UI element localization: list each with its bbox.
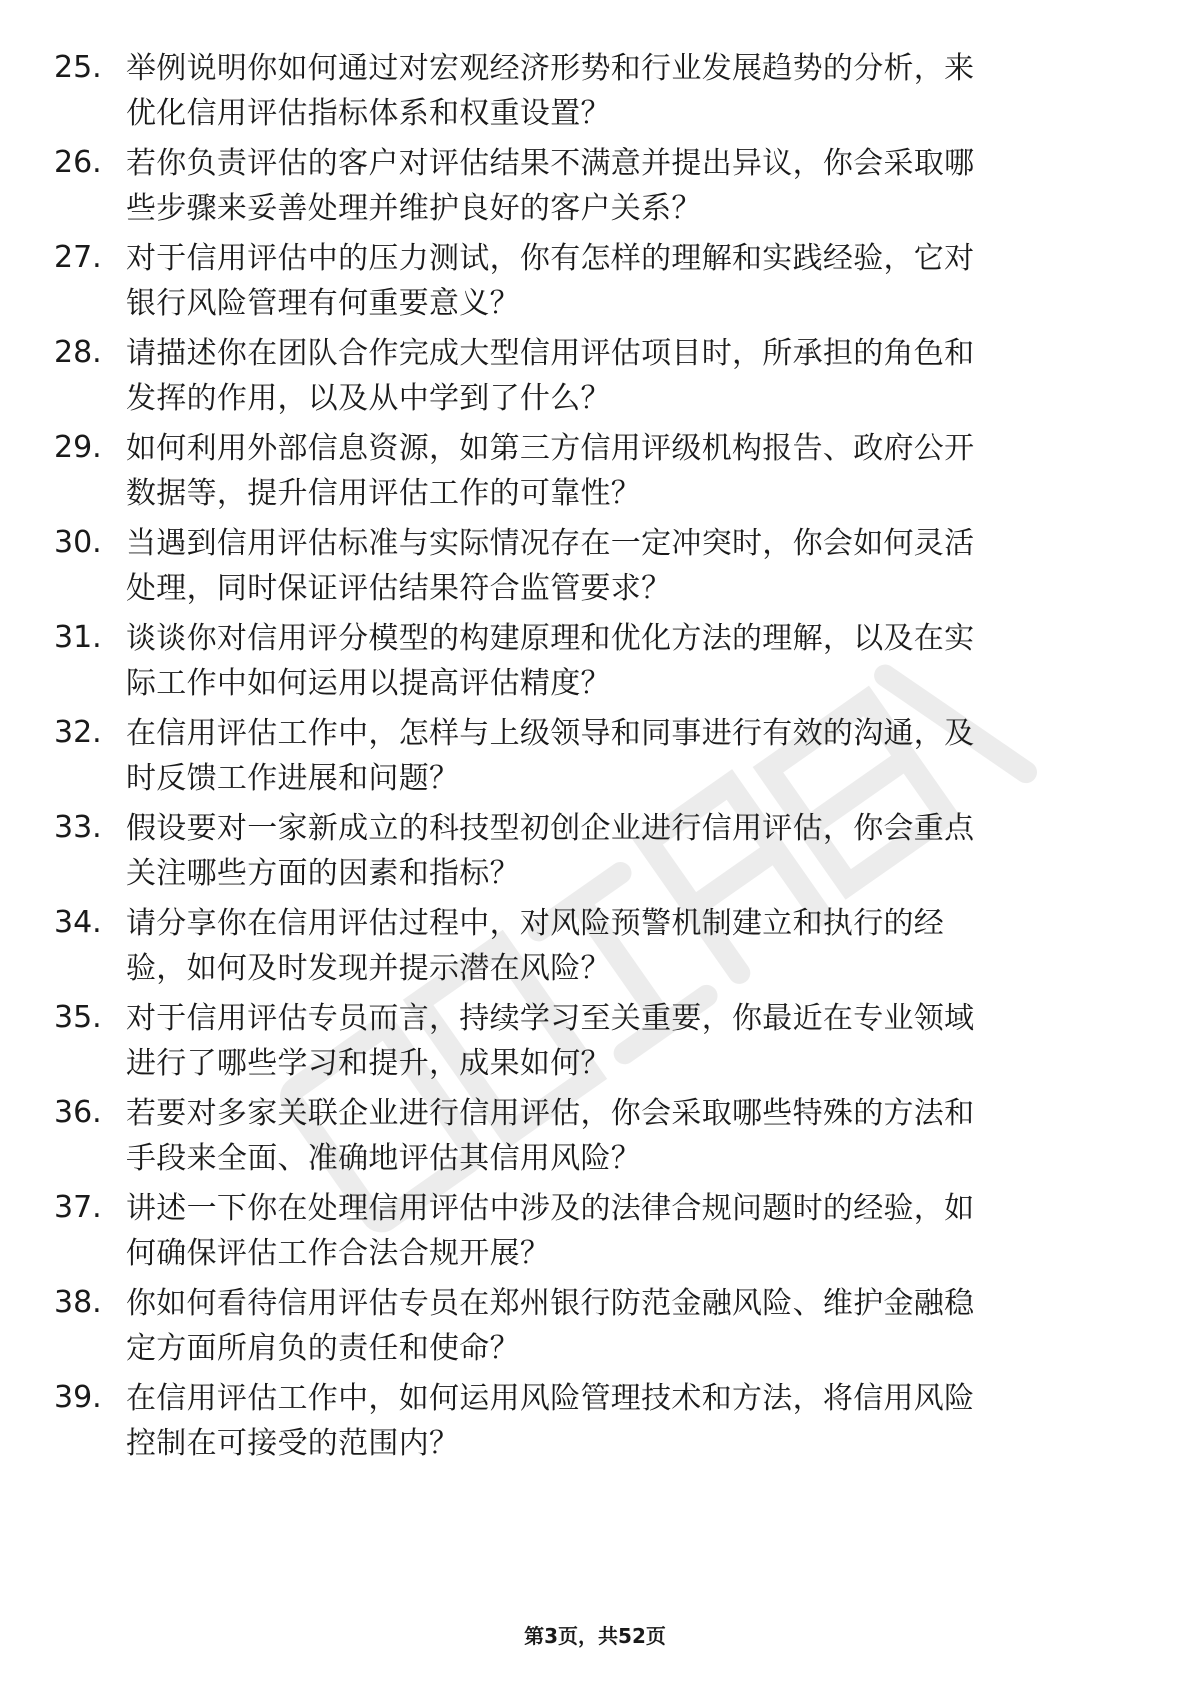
question-line: 发挥的作用，以及从中学到了什么？ xyxy=(126,381,611,416)
question-line: 请分享你在信用评估过程中，对风险预警机制建立和执行的经 xyxy=(126,906,945,941)
question-number: 35. xyxy=(54,1000,102,1035)
question-number: 30. xyxy=(54,525,102,560)
question-number: 29. xyxy=(54,430,102,465)
question-line: 时反馈工作进展和问题？ xyxy=(126,761,460,796)
question-line: 际工作中如何运用以提高评估精度？ xyxy=(126,666,611,701)
question-item xyxy=(54,1376,1124,1471)
question-text xyxy=(126,616,1124,706)
question-line: 些步骤来妥善处理并维护良好的客户关系？ xyxy=(126,191,702,226)
question-line: 谈谈你对信用评分模型的构建原理和优化方法的理解，以及在实 xyxy=(126,621,975,656)
question-line: 处理，同时保证评估结果符合监管要求？ xyxy=(126,571,672,606)
question-item xyxy=(54,1186,1124,1281)
page-number-footer: 第3页，共52页 xyxy=(524,1624,666,1648)
question-line: 如何利用外部信息资源，如第三方信用评级机构报告、政府公开 xyxy=(126,431,975,466)
question-line: 讲述一下你在处理信用评估中涉及的法律合规问题时的经验，如 xyxy=(126,1191,975,1226)
question-text xyxy=(126,236,1124,326)
question-line: 进行了哪些学习和提升，成果如何？ xyxy=(126,1046,611,1081)
question-number: 31. xyxy=(54,620,102,655)
question-item xyxy=(54,901,1124,996)
question-list xyxy=(54,46,1124,1471)
question-text xyxy=(126,901,1124,991)
question-line: 银行风险管理有何重要意义？ xyxy=(126,286,520,321)
question-number: 32. xyxy=(54,715,102,750)
question-line: 何确保评估工作合法合规开展？ xyxy=(126,1236,551,1271)
question-line: 举例说明你如何通过对宏观经济形势和行业发展趋势的分析，来 xyxy=(126,51,975,86)
question-number: 25. xyxy=(54,50,102,85)
question-item xyxy=(54,616,1124,711)
question-text xyxy=(126,141,1124,231)
question-number: 37. xyxy=(54,1190,102,1225)
question-item xyxy=(54,331,1124,426)
question-text xyxy=(126,521,1124,611)
question-line: 对于信用评估中的压力测试，你有怎样的理解和实践经验，它对 xyxy=(126,241,975,276)
question-text xyxy=(126,1376,1124,1466)
question-line: 当遇到信用评估标准与实际情况存在一定冲突时，你会如何灵活 xyxy=(126,526,975,561)
question-line: 假设要对一家新成立的科技型初创企业进行信用评估，你会重点 xyxy=(126,811,975,846)
question-line: 优化信用评估指标体系和权重设置？ xyxy=(126,96,611,131)
question-text xyxy=(126,806,1124,896)
question-line: 若要对多家关联企业进行信用评估，你会采取哪些特殊的方法和 xyxy=(126,1096,975,1131)
question-item xyxy=(54,1281,1124,1376)
question-text xyxy=(126,1091,1124,1181)
question-number: 26. xyxy=(54,145,102,180)
question-line: 若你负责评估的客户对评估结果不满意并提出异议，你会采取哪 xyxy=(126,146,975,181)
question-line: 在信用评估工作中，如何运用风险管理技术和方法，将信用风险 xyxy=(126,1381,975,1416)
question-item xyxy=(54,521,1124,616)
question-line: 定方面所肩负的责任和使命？ xyxy=(126,1331,520,1366)
question-text xyxy=(126,711,1124,801)
question-text xyxy=(126,331,1124,421)
question-item xyxy=(54,1091,1124,1186)
question-text xyxy=(126,996,1124,1086)
question-line: 对于信用评估专员而言，持续学习至关重要，你最近在专业领域 xyxy=(126,1001,975,1036)
question-item xyxy=(54,806,1124,901)
question-item xyxy=(54,426,1124,521)
question-text xyxy=(126,1281,1124,1371)
question-line: 手段来全面、准确地评估其信用风险？ xyxy=(126,1141,642,1176)
question-number: 33. xyxy=(54,810,102,845)
question-item xyxy=(54,141,1124,236)
question-line: 控制在可接受的范围内？ xyxy=(126,1426,460,1461)
question-text xyxy=(126,1186,1124,1276)
question-number: 39. xyxy=(54,1380,102,1415)
question-item xyxy=(54,46,1124,141)
question-number: 36. xyxy=(54,1095,102,1130)
question-text xyxy=(126,426,1124,516)
question-text xyxy=(126,46,1124,136)
question-line: 数据等，提升信用评估工作的可靠性？ xyxy=(126,476,642,511)
question-number: 28. xyxy=(54,335,102,370)
question-line: 验，如何及时发现并提示潜在风险？ xyxy=(126,951,611,986)
question-item xyxy=(54,236,1124,331)
question-line: 关注哪些方面的因素和指标？ xyxy=(126,856,520,891)
question-item xyxy=(54,996,1124,1091)
question-number: 34. xyxy=(54,905,102,940)
question-line: 在信用评估工作中，怎样与上级领导和同事进行有效的沟通，及 xyxy=(126,716,975,751)
question-number: 27. xyxy=(54,240,102,275)
question-item xyxy=(54,711,1124,806)
question-line: 请描述你在团队合作完成大型信用评估项目时，所承担的角色和 xyxy=(126,336,975,371)
question-number: 38. xyxy=(54,1285,102,1320)
question-line: 你如何看待信用评估专员在郑州银行防范金融风险、维护金融稳 xyxy=(126,1286,975,1321)
